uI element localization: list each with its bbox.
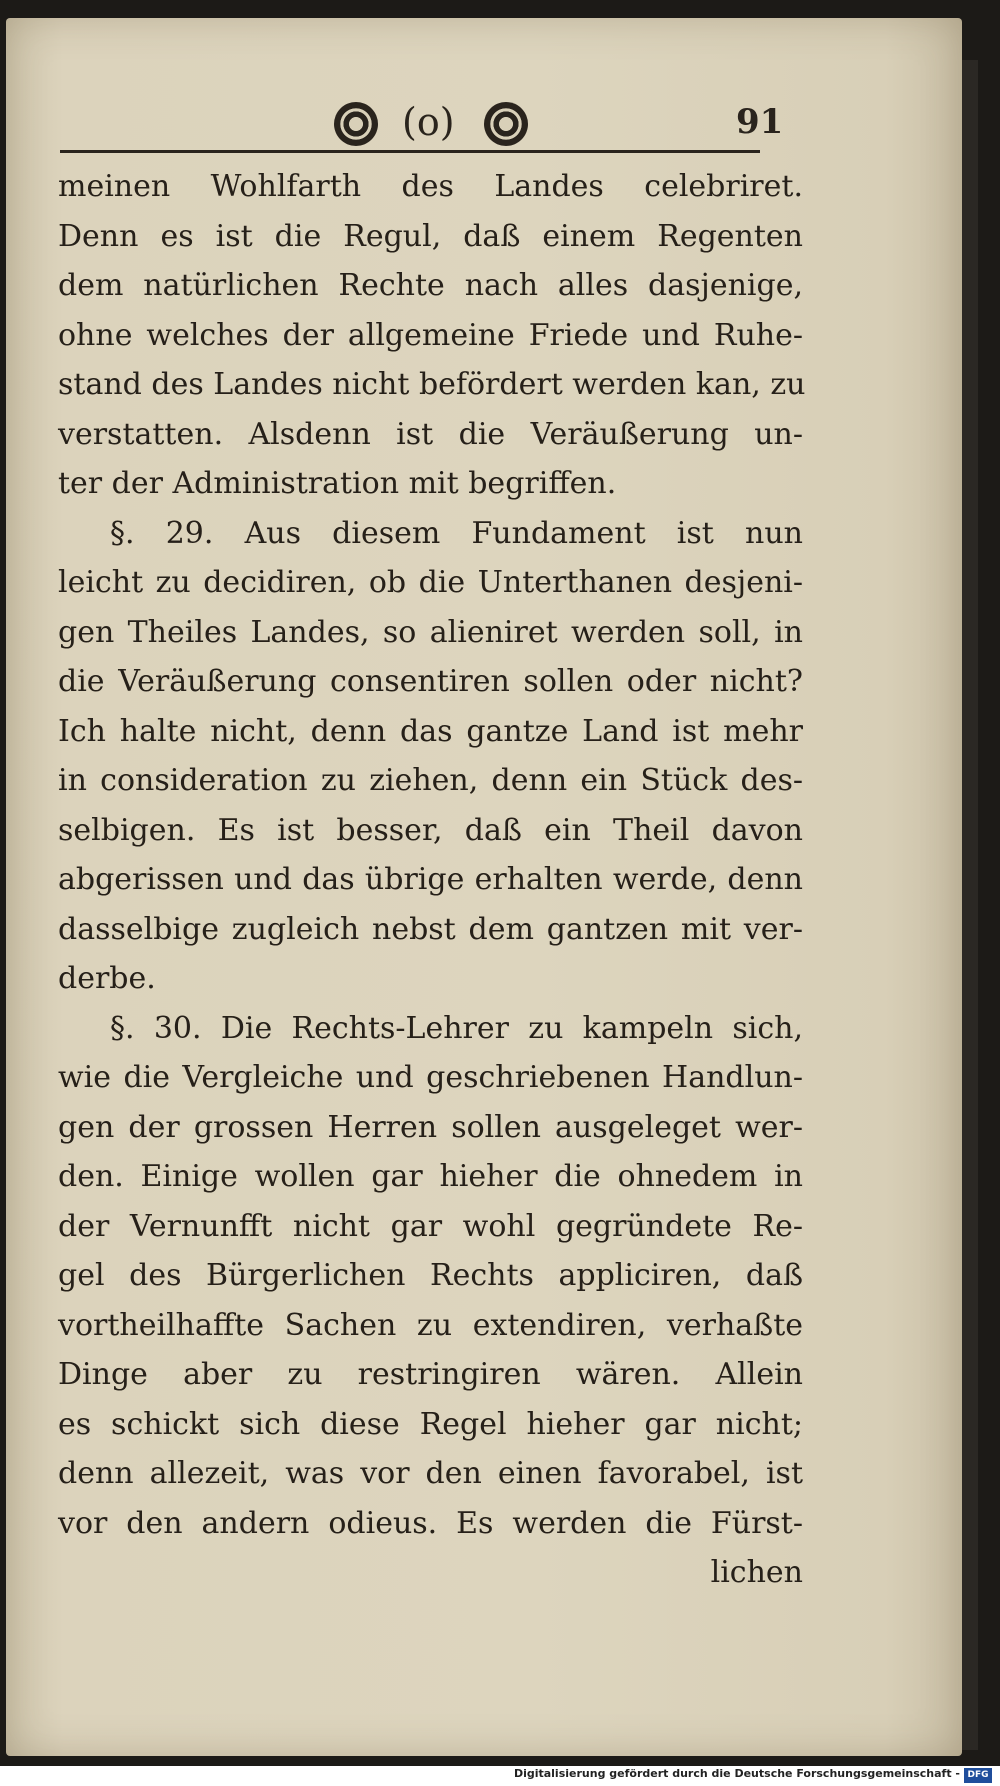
text-line: dasselbige zugleich nebst dem gantzen mit ver- <box>58 911 803 947</box>
catchword: lichen <box>710 1555 803 1590</box>
text-line: wie die Vergleiche und geschriebenen Handlun- <box>58 1060 803 1095</box>
dfg-logo-icon: DFG <box>964 1768 992 1783</box>
text-line: Ich halte nicht, denn das gantze Land ist mehr <box>58 713 803 749</box>
section-30-start: §. 30. Die Rechts-Lehrer zu kampeln sich, <box>110 1010 803 1046</box>
text-line: denn allezeit, was vor den einen favorabel, ist <box>58 1456 803 1491</box>
text-line: abgerissen und das übrige erhalten werde, denn <box>58 862 803 897</box>
text-line: dem natürlichen Rechte nach alles dasjenige, <box>58 268 803 303</box>
text-line: vortheilhaffte Sachen zu extendiren, verhaßte <box>58 1307 803 1343</box>
text-line: den. Einige wollen gar hieher die ohnedem in <box>58 1159 803 1194</box>
text-line: Dinge aber zu restringiren wären. Allein <box>58 1357 803 1392</box>
text-line: ter der Administration mit begriffen. <box>58 466 617 501</box>
text-line: der Vernunfft nicht gar wohl gegründete Re- <box>58 1208 803 1244</box>
text-line: ohne welches der allgemeine Friede und Ruhe- <box>58 317 803 353</box>
text-line: die Veräußerung consentiren sollen oder nicht? <box>58 664 803 699</box>
text-line: gel des Bürgerlichen Rechts appliciren, daß <box>58 1258 803 1293</box>
text-line: derbe. <box>58 961 156 996</box>
text-line: Denn es ist die Regul, daß einem Regenten <box>58 218 803 254</box>
header-mark: (o) <box>402 100 455 144</box>
text-line: meinen Wohlfarth des Landes celebriret. <box>58 169 803 204</box>
rosette-ornament-icon <box>484 102 528 146</box>
page-header <box>60 98 805 158</box>
body-text <box>58 162 806 1598</box>
book-edge <box>960 60 978 1750</box>
text-line: gen Theiles Landes, so alieniret werden soll, in <box>58 614 803 650</box>
text-line: stand des Landes nicht befördert werden kan, zu <box>58 367 806 402</box>
text-line: selbigen. Es ist besser, daß ein Theil davon <box>58 812 803 848</box>
text-line: gen der grossen Herren sollen ausgeleget wer- <box>58 1109 803 1145</box>
text-line: in consideration zu ziehen, denn ein Stück des- <box>58 763 803 798</box>
rosette-ornament-icon <box>334 102 378 146</box>
digitization-credit: Digitalisierung gefördert durch die Deutsche Forschungsgemeinschaft - <box>513 1767 960 1780</box>
section-29-start: §. 29. Aus diesem Fundament ist nun <box>110 515 803 551</box>
text-line: verstatten. Alsdenn ist die Veräußerung un- <box>58 416 803 452</box>
text-line: leicht zu decidiren, ob die Unterthanen desjeni- <box>58 565 803 600</box>
header-rule <box>60 150 760 153</box>
text-line: es schickt sich diese Regel hieher gar nicht; <box>58 1406 803 1442</box>
page-number: 91 <box>736 102 784 142</box>
text-line: vor den andern odieus. Es werden die Fürst- <box>58 1505 803 1541</box>
